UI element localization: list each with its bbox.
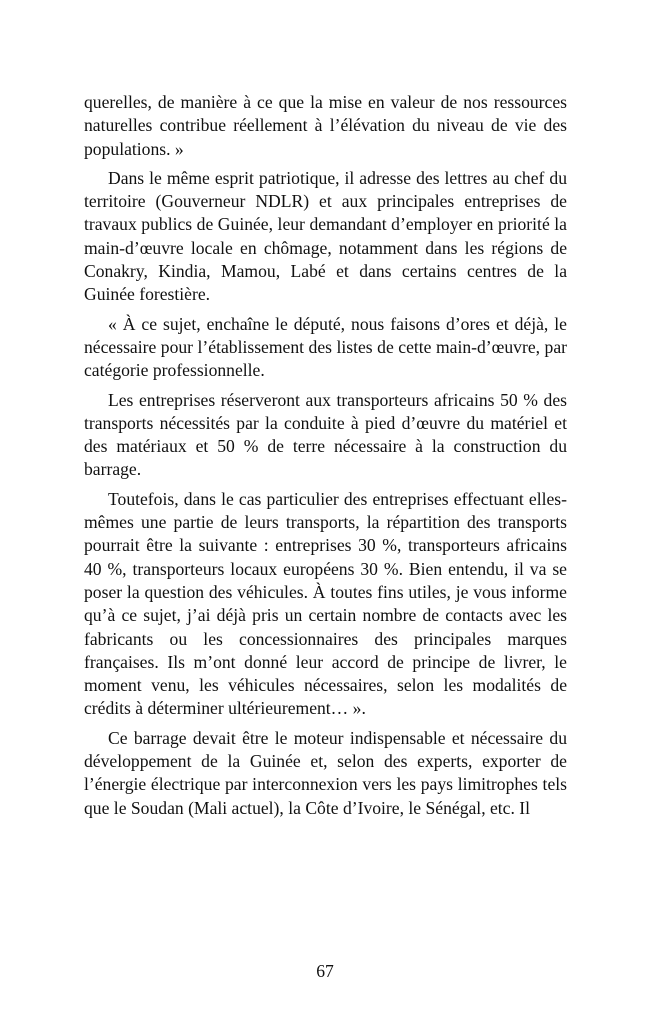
paragraph-2: Dans le même esprit patriotique, il adresse des lettres au chef du territoire (Gouverneur NDLR) et aux principales entreprises de travaux publics de Guinée, leur demandant d’employer en priorité la main-d’œuvre locale en chômage, notamment dans les régions de Conakry, Kindia, Mamou, Labé et dans certains centres de la Guinée forestière. <box>84 167 567 305</box>
paragraph-5: Toutefois, dans le cas particulier des entreprises effectuant elles-mêmes une partie de leurs transports, la répartition des transports pourrait être la suivante : entreprises 30 %, transporteurs africains 40 %, transporteurs locaux européens 30 %. Bien entendu, il va se poser la question des véhicules. À toutes fins utiles, je vous informe qu’à ce sujet, j’ai déjà pris un certain nombre de contacts avec les fabricants ou les concessionnaires des principales marques françaises. Ils m’ont donné leur accord de principe de livrer, le moment venu, les véhicules nécessaires, selon les modalités de crédits à déterminer ultérieurement… ». <box>84 488 567 719</box>
paragraph-4: Les entreprises réserveront aux transporteurs africains 50 % des transports nécessités par la conduite à pied d’œuvre du matériel et des matériaux et 50 % de terre nécessaire à la construction du barrage. <box>84 389 567 480</box>
paragraph-3: « À ce sujet, enchaîne le député, nous faisons d’ores et déjà, le nécessaire pour l’établissement des listes de cette main-d’œuvre, par catégorie professionnelle. <box>84 313 567 381</box>
page-body <box>84 91 567 826</box>
page-number: 67 <box>316 961 334 981</box>
paragraph-1: querelles, de manière à ce que la mise en valeur de nos ressources naturelles contribue réellement à l’élévation du niveau de vie des populations. » <box>84 92 567 159</box>
paragraph-6: Ce barrage devait être le moteur indispensable et nécessaire du développement de la Guinée et, selon des experts, exporter de l’énergie électrique par interconnexion vers les pays limitrophes tels que le Soudan (Mali actuel), la Côte d’Ivoire, le Sénégal, etc. Il <box>84 727 567 818</box>
